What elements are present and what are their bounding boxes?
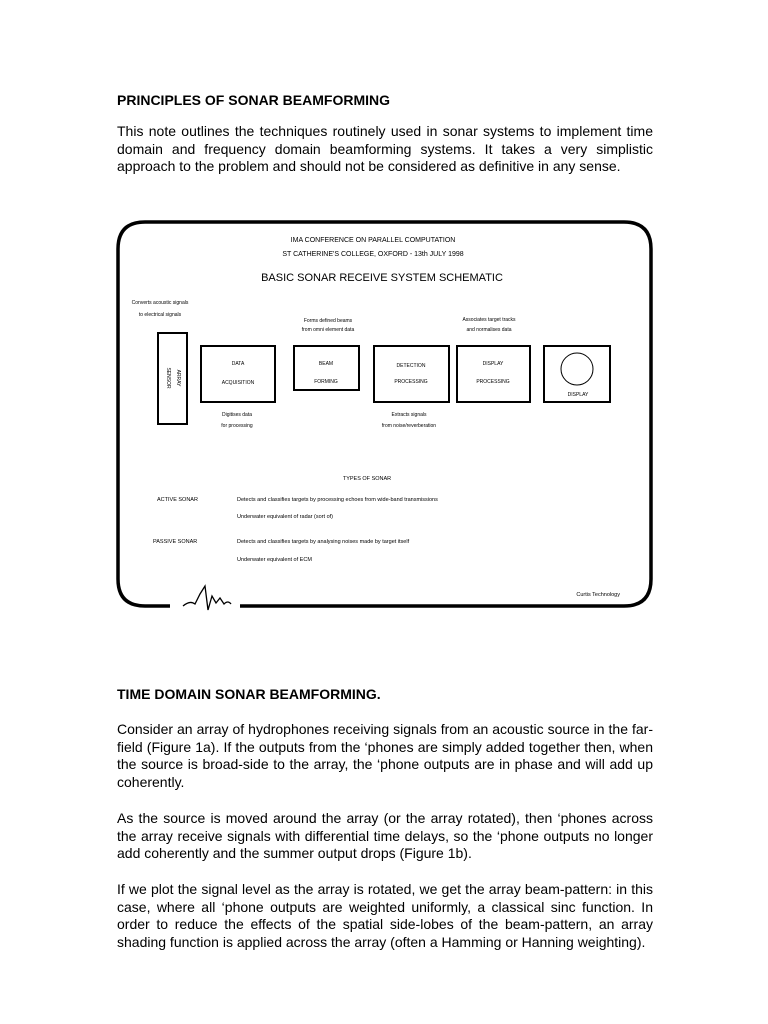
sensor-array-label-2: ARRAY [175,369,181,387]
note-tracks-line-1: Associates target tracks [462,317,516,323]
display-label: DISPLAY [567,392,589,398]
display-processing-box [457,346,530,402]
detection-processing-label-1: DETECTION [396,363,426,369]
schematic-title: BASIC SONAR RECEIVE SYSTEM SCHEMATIC [261,272,503,284]
active-sonar-desc-1: Detects and classifies targets by processing echoes from wide-band transmissions [237,497,438,503]
beam-forming-label-2: FORMING [314,379,338,385]
passive-sonar-desc-1: Detects and classifies targets by analysing noises made by target itself [237,539,410,545]
sonar-wave-logo [183,586,231,610]
types-of-sonar-heading: TYPES OF SONAR [342,476,392,482]
note-digitises-line-2: for processing [221,423,253,429]
time-domain-paragraph-2: As the source is moved around the array (or the array rotated), then ‘phones across the array receive signals with differential time delays, so the ‘phone outputs no longer add coherently and the summer output drops (Figure 1b). [117,810,653,861]
note-converts-line-1: Converts acoustic signals [131,300,189,306]
beam-forming-label-1: BEAM [318,361,334,367]
data-acquisition-box [201,346,275,402]
time-domain-paragraph-3: If we plot the signal level as the array is rotated, we get the array beam-pattern: in this case, where all ‘phone outputs are weighted uniformly, a classical sinc function. In order to reduce the effects of the spatial side-lobes of the beam-pattern, an array shading function is applied across the array (often a Hamming or Hanning weighting). [117,881,653,950]
conference-line-2: ST CATHERINE'S COLLEGE, OXFORD - 13th JULY 1998 [282,251,464,258]
note-beams-line-2: from omni element data [301,327,355,333]
data-acquisition-label-1: DATA [231,361,245,367]
display-processing-label-1: DISPLAY [482,361,504,367]
conference-line-1: IMA CONFERENCE ON PARALLEL COMPUTATION [290,237,456,244]
passive-sonar-desc-2: Underwater equivalent of ECM [237,557,312,563]
active-sonar-desc-2: Underwater equivalent of radar (sort of) [237,514,333,520]
intro-paragraph: This note outlines the techniques routinely used in sonar systems to implement time domain and frequency domain beamforming systems. It takes a very simplistic approach to the problem and should not be considered as definitive in any sense. [117,123,653,174]
credit-label: Curtis Technology [576,592,620,598]
section-heading-time-domain: TIME DOMAIN SONAR BEAMFORMING. [117,686,381,702]
sensor-array-box [158,333,187,424]
note-digitises-line-1: Digitises data [221,412,253,418]
note-extracts-line-1: Extracts signals [391,412,427,418]
passive-sonar-label: PASSIVE SONAR [153,539,198,545]
active-sonar-label: ACTIVE SONAR [157,497,198,503]
time-domain-paragraph-1: Consider an array of hydrophones receiving signals from an acoustic source in the far-field (Figure 1a). If the outputs from the ‘phones are simply added together then, when the source is broad-side to the array, the ‘phone outputs are in phase and will add up coherently. [117,721,653,790]
data-acquisition-label-2: ACQUISITION [221,380,255,386]
sensor-array-label-1: SENSOR [165,367,171,389]
detection-processing-box [374,346,449,402]
display-processing-label-2: PROCESSING [476,379,510,385]
display-screen-icon [561,353,593,385]
note-converts-line-2: to electrical signals [138,312,182,318]
note-beams-line-1: Forms defined beams [303,318,353,324]
note-extracts-line-2: from noise/reverberation [381,423,437,429]
section-heading-principles: PRINCIPLES OF SONAR BEAMFORMING [117,92,391,108]
detection-processing-label-2: PROCESSING [394,379,428,385]
note-tracks-line-2: and normalises data [466,327,512,333]
